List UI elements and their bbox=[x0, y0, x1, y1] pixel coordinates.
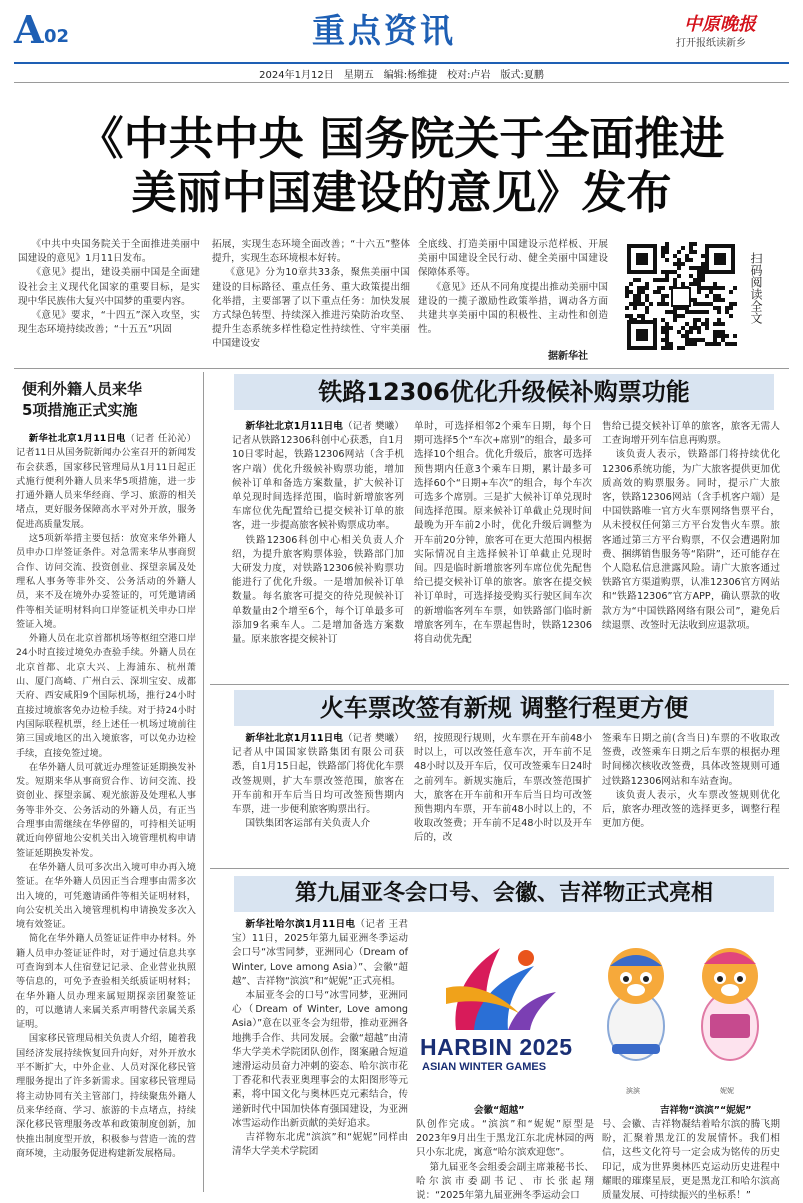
lead-col3-p2: 《意见》还从不同角度提出推动美丽中国建设的一揽子激励性政策举措，调动各方面共建共享美丽中国的积极性、主动性和创造性。 bbox=[418, 281, 608, 336]
qr-module bbox=[725, 306, 729, 310]
qr-module bbox=[713, 286, 717, 290]
qr-module bbox=[709, 286, 713, 290]
mascot-right-label: 妮妮 bbox=[720, 1087, 734, 1095]
qr-module bbox=[661, 254, 665, 258]
qr-module bbox=[661, 302, 665, 306]
qr-module bbox=[733, 342, 737, 346]
qr-module bbox=[725, 334, 729, 338]
qr-module bbox=[685, 342, 689, 346]
qr-module bbox=[701, 262, 705, 266]
page-letter: A bbox=[14, 7, 44, 52]
left-story-title-1: 便利外籍人员来华 bbox=[22, 380, 143, 398]
qr-module bbox=[625, 314, 629, 318]
qr-module bbox=[697, 282, 701, 286]
qr-module bbox=[625, 306, 629, 310]
qr-module bbox=[677, 258, 681, 262]
games-col2-p2: 第九届亚冬会组委会副主席兼秘书长、哈尔滨市委副书记、市长张起翔说：“2025年第九届亚洲冬季运动会口 bbox=[416, 1161, 594, 1202]
qr-module bbox=[693, 302, 697, 306]
emblem-logo-text-2: ASIAN WINTER GAMES bbox=[422, 1061, 547, 1073]
games-col1-p1 bbox=[232, 918, 408, 989]
qr-module bbox=[665, 330, 669, 334]
qr-module bbox=[685, 310, 689, 314]
qr-module bbox=[701, 310, 705, 314]
rail-kicker: 新华社北京1月11日电 bbox=[245, 421, 343, 432]
qr-module bbox=[713, 342, 717, 346]
qr-module bbox=[697, 274, 701, 278]
qr-module bbox=[681, 334, 685, 338]
qr-module bbox=[661, 250, 665, 254]
qr-module bbox=[665, 322, 669, 326]
qr-module bbox=[677, 266, 681, 270]
qr-module bbox=[697, 338, 701, 342]
qr-module bbox=[705, 322, 709, 326]
qr-module bbox=[685, 334, 689, 338]
qr-module bbox=[677, 314, 681, 318]
qr-module bbox=[685, 258, 689, 262]
qr-module bbox=[641, 302, 645, 306]
qr-module bbox=[693, 338, 697, 342]
qr-module bbox=[717, 342, 721, 346]
rail-col3-p2: 该负责人表示，铁路部门将持续优化12306系统功能，为广大旅客提供更加优质高效的购票服务。同时，提示广大旅客，铁路12306网站（含手机客户端）是中国铁路唯一官方火车票网络售票平台，从未授权任何第三方平台发售火车票。旅客通过第三方平台购票，不仅会遭遇附加费、捆绑销售服务等“陷阱”，还可能存在个人隐私信息泄露风险。请广大旅客通过铁路官方渠道购票，认准12306官方网站和“铁路12306”官方APP，确认票款的收款方为“中国铁路网络有限公司”，避免后续退票、改签时无法收到应退款项。 bbox=[602, 449, 780, 631]
lead-col2-p2: 《意见》分为10章共33条，聚焦美丽中国建设的目标路径、重点任务、重大政策提出细化举措，主要部署了以下重点任务：加快发展方式绿色转型、持续深入推进污染防治攻坚、提升生态系统多样性稳定性持续性、守牢美丽中国建设安 bbox=[212, 267, 410, 350]
qr-module bbox=[701, 270, 705, 274]
qr-module bbox=[705, 326, 709, 330]
qr-module bbox=[645, 306, 649, 310]
lead-col3-p1: 全底线、打造美丽中国建设示范样板、开展美丽中国建设全民行动、健全美丽中国建设保障体系等。 bbox=[418, 239, 608, 279]
qr-module bbox=[637, 294, 641, 298]
qr-module bbox=[705, 342, 709, 346]
qr-module bbox=[693, 242, 697, 246]
qr-module bbox=[645, 286, 649, 290]
qr-module bbox=[673, 318, 677, 322]
qr-module bbox=[673, 278, 677, 282]
qr-module bbox=[701, 254, 705, 258]
qr-module bbox=[697, 278, 701, 282]
qr-module bbox=[645, 310, 649, 314]
qr-module bbox=[717, 298, 721, 302]
qr-module bbox=[709, 342, 713, 346]
qr-module bbox=[641, 290, 645, 294]
qr-module bbox=[701, 338, 705, 342]
qr-module bbox=[701, 278, 705, 282]
left-column-divider bbox=[203, 372, 204, 1192]
qr-module bbox=[665, 334, 669, 338]
qr-module bbox=[689, 338, 693, 342]
qr-module bbox=[717, 322, 721, 326]
qr-module bbox=[721, 330, 725, 334]
qr-module bbox=[657, 286, 661, 290]
qr-module bbox=[717, 306, 721, 310]
qr-module bbox=[637, 314, 641, 318]
qr-module bbox=[657, 302, 661, 306]
qr-module bbox=[657, 290, 661, 294]
ticket-col3-p2: 该负责人表示，火车票改签规则优化后，旅客办理改签的选择更多，调整行程更加方便。 bbox=[602, 789, 780, 830]
qr-module bbox=[689, 342, 693, 346]
qr-module bbox=[653, 278, 657, 282]
left-story-p4: 在华外籍人员可就近办理签证延期换发补发。短期来华从事商贸合作、访问交流、投资创业、探望亲属、观光旅游及处理私人事务等非外交、公务活动的外籍人员，有正当合理事由需继续在华停留的，可持相关证明就近向停留地公安机关出入境管理机构申请签证延期换发补发。 bbox=[16, 761, 196, 859]
qr-module bbox=[729, 314, 733, 318]
ticket-col-3 bbox=[602, 732, 780, 864]
qr-module bbox=[697, 318, 701, 322]
masthead-rule bbox=[14, 62, 789, 64]
qr-module bbox=[693, 318, 697, 322]
qr-module bbox=[665, 338, 669, 342]
qr-module bbox=[665, 270, 669, 274]
lead-headline-line1: 《中共中央 国务院关于全面推进 bbox=[78, 112, 725, 165]
left-story-kicker: 新华社北京1月11日电 bbox=[28, 433, 126, 444]
qr-module bbox=[697, 270, 701, 274]
qr-module bbox=[697, 302, 701, 306]
qr-module bbox=[653, 290, 657, 294]
qr-module bbox=[701, 302, 705, 306]
qr-module bbox=[665, 346, 669, 350]
qr-module bbox=[645, 294, 649, 298]
qr-module bbox=[705, 302, 709, 306]
qr-module bbox=[637, 298, 641, 302]
rail-col-2 bbox=[414, 420, 592, 682]
left-story-p1-text: （记者 任沁沁）记者11日从国务院新闻办公室召开的新闻发布会获悉，国家移民管理局从1月11日起正式施行便利外籍人员来华5项措施，进一步打通外籍人员来华经商、学习、旅游的相关堵点，更好服务保障高水平对外开放，服务促进高质量发展。 bbox=[16, 433, 196, 530]
qr-module bbox=[677, 274, 681, 278]
qr-module bbox=[729, 290, 733, 294]
qr-module bbox=[665, 326, 669, 330]
qr-module bbox=[657, 278, 661, 282]
qr-module bbox=[673, 282, 677, 286]
games-col1-p1-text: （记者 王君宝）11日，2025年第九届亚洲冬季运动会口号“冰雪同梦，亚洲同心（Dream of Winter, Love among Asia）”、会徽“超越”、吉祥物“滨滨”和“妮妮”正式亮相。 bbox=[232, 919, 408, 987]
qr-module bbox=[709, 290, 713, 294]
qr-module bbox=[641, 286, 645, 290]
qr-module bbox=[677, 346, 681, 350]
qr-module bbox=[721, 334, 725, 338]
qr-module bbox=[693, 326, 697, 330]
ticket-col-2 bbox=[414, 732, 592, 864]
qr-module bbox=[625, 294, 629, 298]
qr-module bbox=[661, 298, 665, 302]
qr-module bbox=[625, 290, 629, 294]
qr-module bbox=[693, 282, 697, 286]
qr-module bbox=[673, 314, 677, 318]
qr-module bbox=[697, 310, 701, 314]
dateline-rule bbox=[14, 82, 789, 83]
qr-module bbox=[665, 258, 669, 262]
rail-bottom-rule bbox=[210, 684, 789, 685]
qr-module bbox=[697, 326, 701, 330]
rail-col1-p2: 铁路12306科创中心相关负责人介绍，为提升旅客购票体验，铁路部门加大研发力度，对铁路12306候补购票功能进行了优化升级。一是增加候补订单数量。每名旅客可提交的待兑现候补订单数量由2个增至6个，每个订单最多可添加9名乘车人。二是增加备选方案数量。原来旅客提交候补订 bbox=[232, 534, 404, 646]
qr-module bbox=[693, 266, 697, 270]
qr-module bbox=[705, 318, 709, 322]
qr-module bbox=[717, 334, 721, 338]
qr-module bbox=[637, 290, 641, 294]
left-story-title-2: 5项措施正式实施 bbox=[22, 401, 138, 419]
qr-module bbox=[681, 326, 685, 330]
qr-module bbox=[721, 286, 725, 290]
qr-module bbox=[705, 294, 709, 298]
games-story-title: 第九届亚冬会口号、会徽、吉祥物正式亮相 bbox=[294, 881, 713, 906]
qr-module bbox=[689, 250, 693, 254]
rail-col1-p1 bbox=[232, 420, 404, 534]
qr-module bbox=[717, 318, 721, 322]
qr-module bbox=[733, 286, 737, 290]
lead-col1-p2: 《意见》提出，建设美丽中国是全面建设社会主义现代化国家的重要目标，是实现中华民族伟大复兴中国梦的重要内容。 bbox=[18, 267, 200, 307]
ticket-col-1 bbox=[232, 732, 404, 864]
qr-module bbox=[733, 334, 737, 338]
qr-module bbox=[677, 250, 681, 254]
lead-col-2 bbox=[212, 238, 410, 358]
qr-module bbox=[689, 330, 693, 334]
qr-module bbox=[713, 322, 717, 326]
qr-module bbox=[661, 294, 665, 298]
qr-module bbox=[673, 262, 677, 266]
games-col3-p1: 号、会徽、吉祥物凝结着哈尔滨的腾飞期盼，汇聚着黑龙江的发展情怀。我们相信，这些文化符号一定会成为铭传的历史印记，成为世界奥林匹克运动历史进程中耀眼的璀璨星辰，更是黑龙江和哈尔滨高质量发展、可持续振兴的坐标系！” bbox=[602, 1119, 780, 1202]
mascot-binbin bbox=[608, 948, 664, 1060]
qr-module bbox=[645, 298, 649, 302]
ticket-kicker: 新华社北京1月11日电 bbox=[245, 733, 343, 744]
qr-module bbox=[665, 278, 669, 282]
qr-module bbox=[717, 330, 721, 334]
qr-module bbox=[713, 298, 717, 302]
qr-module bbox=[701, 266, 705, 270]
qr-module bbox=[637, 302, 641, 306]
qr-module bbox=[717, 310, 721, 314]
qr-module bbox=[645, 282, 649, 286]
qr-module bbox=[725, 310, 729, 314]
qr-module bbox=[693, 310, 697, 314]
qr-module bbox=[689, 282, 693, 286]
ticket-bottom-rule bbox=[210, 868, 789, 869]
qr-module bbox=[637, 286, 641, 290]
qr-module bbox=[729, 302, 733, 306]
paper-slogan: 打开报纸读新乡 bbox=[676, 38, 746, 49]
mascot-illustration bbox=[590, 918, 776, 1088]
qr-module bbox=[633, 294, 637, 298]
caption-mascot: 吉祥物“滨滨”“妮妮” bbox=[660, 1105, 752, 1116]
qr-module bbox=[729, 342, 733, 346]
qr-module bbox=[677, 262, 681, 266]
qr-module bbox=[669, 310, 673, 314]
qr-module bbox=[629, 302, 633, 306]
qr-module bbox=[661, 270, 665, 274]
ticket-story-title: 火车票改签有新规 调整行程更方便 bbox=[319, 694, 689, 722]
section-name: 重点资讯 bbox=[312, 11, 456, 50]
qr-module bbox=[629, 290, 633, 294]
qr-module bbox=[641, 314, 645, 318]
qr-module bbox=[633, 302, 637, 306]
left-story-p6: 简化在华外籍人员签证证件申办材料。外籍人员申办签证证件时，对于通过信息共享可查询到本人住宿登记记录、企业营业执照等信息的，可免予查验相关纸质证明材料；在华外籍人员办理来属短期探亲团聚签证的，可以邀请人来属关系声明替代亲属关系证明。 bbox=[16, 933, 196, 1031]
qr-module bbox=[689, 310, 693, 314]
rail-col3-p1: 售给已提交候补订单的旅客，旅客无需人工查询增开列车信息再购票。 bbox=[602, 421, 780, 447]
rail-col-3 bbox=[602, 420, 780, 682]
qr-module bbox=[697, 290, 701, 294]
qr-code[interactable] bbox=[625, 242, 737, 352]
lead-col2-p1: 拓展，实现生态环境全面改善；“十六五”整体提升，实现生态环境根本好转。 bbox=[212, 239, 410, 265]
emblem-logo-text-1: HARBIN 2025 bbox=[420, 1034, 573, 1060]
ticket-col1-p1-text: （记者 樊曦）记者从中国国家铁路集团有限公司获悉，自1月15日起，铁路部门将优化车票改签规则，扩大车票改签范围，旅客在开车前和开车后当日均可改签预售期内车票，进一步便利旅客购票出行。 bbox=[232, 733, 404, 816]
qr-module bbox=[665, 294, 669, 298]
qr-module bbox=[721, 322, 725, 326]
qr-module bbox=[713, 330, 717, 334]
games-col-2 bbox=[416, 1118, 594, 1202]
games-col-1 bbox=[232, 918, 408, 1194]
qr-module bbox=[725, 342, 729, 346]
lead-col-3 bbox=[418, 238, 608, 338]
ticket-col1-p1 bbox=[232, 732, 404, 817]
lead-col1-p3: 《意见》要求，“十四五”深入攻坚，实现生态环境持续改善；“十五五”巩固 bbox=[18, 310, 200, 336]
qr-module bbox=[669, 326, 673, 330]
lead-col1-p1: 《中共中央国务院关于全面推进美丽中国建设的意见》1月11日发布。 bbox=[18, 239, 200, 265]
rail-story-title: 铁路12306优化升级候补购票功能 bbox=[318, 378, 690, 406]
qr-module bbox=[713, 334, 717, 338]
rail-col2-p1: 单时，可选择相邻2个乘车日期，每个日期可选择5个“车次+席别”的组合，最多可选择10个组合。优化升级后，旅客可选择预售期内任意3个乘车日期，累计最多可选择60个“日期+车次”的组合，每个车次可选多个席别。三是扩大候补订单兑现时间选择范围。原来候补订单截止兑现时间最晚为开车前2小时，优化升级后调整为开车前20分钟，旅客可在更大范围内根据实际情况自主选择候补订单截止兑现时间。四是临时新增旅客列车席位优先配售给已提交候补订单的旅客。旅客在提交候补订单时，可选择接受购买行驶区间车次的新增临客列车车票，如铁路部门临时新增旅客列车，在车票起售时，铁路12306将自动优先配 bbox=[414, 421, 592, 646]
qr-module bbox=[701, 274, 705, 278]
qr-module bbox=[665, 342, 669, 346]
qr-module bbox=[637, 278, 641, 282]
mascot-left-label: 滨滨 bbox=[626, 1087, 640, 1095]
qr-module bbox=[665, 246, 669, 250]
qr-module bbox=[661, 246, 665, 250]
qr-module bbox=[693, 298, 697, 302]
qr-module bbox=[685, 254, 689, 258]
lead-col-1 bbox=[18, 238, 200, 358]
ticket-col1-p2: 国铁集团客运部有关负责人介 bbox=[245, 818, 371, 830]
qr-module bbox=[633, 306, 637, 310]
qr-module bbox=[689, 258, 693, 262]
lead-bottom-rule bbox=[14, 368, 789, 369]
mascot-nini bbox=[702, 948, 758, 1060]
qr-module bbox=[713, 338, 717, 342]
qr-module bbox=[673, 310, 677, 314]
qr-module bbox=[649, 302, 653, 306]
qr-module bbox=[661, 330, 665, 334]
qr-module bbox=[717, 286, 721, 290]
qr-module bbox=[717, 294, 721, 298]
qr-module bbox=[689, 242, 693, 246]
qr-module bbox=[701, 286, 705, 290]
qr-module bbox=[713, 294, 717, 298]
qr-module bbox=[633, 298, 637, 302]
qr-module bbox=[633, 278, 637, 282]
qr-module bbox=[697, 330, 701, 334]
qr-module bbox=[625, 286, 629, 290]
qr-module bbox=[705, 310, 709, 314]
qr-module bbox=[693, 342, 697, 346]
qr-module bbox=[689, 246, 693, 250]
qr-module bbox=[681, 314, 685, 318]
qr-module bbox=[713, 282, 717, 286]
qr-module bbox=[681, 246, 685, 250]
qr-module bbox=[685, 322, 689, 326]
caption-emblem: 会徽“超越” bbox=[474, 1105, 525, 1116]
qr-module bbox=[661, 346, 665, 350]
qr-module bbox=[689, 326, 693, 330]
qr-module bbox=[697, 286, 701, 290]
qr-module bbox=[713, 306, 717, 310]
ticket-col3-p1: 签乘车日期之前(含当日)车票的不收取改签费，改签乘车日期之后车票的根据办理时间梯次核收改签费，具体改签规则可通过铁路12306网站和车站查询。 bbox=[602, 733, 780, 787]
games-col-3 bbox=[602, 1118, 780, 1202]
rail-col-1 bbox=[232, 420, 404, 682]
qr-module bbox=[697, 266, 701, 270]
left-story-p1 bbox=[16, 432, 196, 532]
qr-module bbox=[681, 282, 685, 286]
qr-module bbox=[673, 270, 677, 274]
games-kicker: 新华社哈尔滨1月11日电 bbox=[245, 919, 356, 930]
qr-module bbox=[689, 274, 693, 278]
left-story-p3: 外籍人员在北京首都机场等枢纽空港口岸24小时直接过境免办查验手续。外籍人员在北京首都、北京大兴、上海浦东、杭州萧山、厦门高崎、广州白云、深圳宝安、成都天府、西安咸阳9个国际机场，推行24小时直接过境旅客免办边检手续。对于持24小时内国际联程机票，经上述任一机场过境前往第三国或地区的出入境旅客，可以免办边检手续，直接免签过境。 bbox=[16, 633, 196, 759]
games-col1-p3: 吉祥物东北虎“滨滨”和“妮妮”同样由清华大学美术学院团 bbox=[232, 1132, 408, 1158]
lead-source: 据新华社 bbox=[548, 351, 588, 362]
qr-module bbox=[681, 346, 685, 350]
qr-module bbox=[661, 278, 665, 282]
qr-module bbox=[673, 254, 677, 258]
qr-module bbox=[685, 330, 689, 334]
lead-headline-line2: 美丽中国建设的意见》发布 bbox=[131, 166, 672, 219]
qr-module bbox=[661, 326, 665, 330]
qr-module bbox=[665, 310, 669, 314]
paper-name-logo: 中原晚报 bbox=[684, 14, 756, 35]
qr-module bbox=[701, 322, 705, 326]
qr-module bbox=[669, 342, 673, 346]
qr-module bbox=[721, 298, 725, 302]
qr-module bbox=[693, 250, 697, 254]
games-col1-p2: 本届亚冬会的口号“冰雪同梦，亚洲同心（Dream of Winter, Love among Asia）”意在以亚冬会为纽带，推动亚洲各地携手合作、共同发展。会徽“超越”由清华大学美术学院团队创作，图案融合短道速滑运动员奋力冲刺的姿态、哈尔滨市花丁香花和代表亚奥理事会的太阳图形等元素，将中国文化与奥林匹克元素结合，传递新时代中国加快体育强国建设，为亚洲冰雪运动作出新贡献的美好追求。 bbox=[232, 990, 408, 1129]
qr-caption: 扫码阅读全文 bbox=[749, 252, 763, 324]
ticket-col2-p1: 绍，按照现行规则，火车票在开车前48小时以上，可以改签任意车次，开车前不足48小时以及开车后，仅可改签乘车日24时之前列车。新规实施后，车票改签范围扩大，旅客在开车前和开车后当日均可改签预售期内车票，开车前48小时以上的，不收取改签费；开车前不足48小时以及开车后的，改 bbox=[414, 733, 592, 844]
qr-module bbox=[665, 274, 669, 278]
qr-module bbox=[629, 314, 633, 318]
qr-module bbox=[685, 338, 689, 342]
qr-module bbox=[665, 242, 669, 246]
qr-module bbox=[689, 266, 693, 270]
qr-module bbox=[669, 346, 673, 350]
page-number: 02 bbox=[44, 26, 70, 47]
left-story-p5: 在华外籍人员可多次出入境可申办再入境签证。在华外籍人员因正当合理事由需多次出入境的，可凭邀请函件等相关证明材料，向公安机关出入境管理机构申请换发多次入境有效签证。 bbox=[16, 861, 196, 931]
qr-module bbox=[665, 302, 669, 306]
qr-module bbox=[665, 250, 669, 254]
qr-module bbox=[709, 302, 713, 306]
dateline: 2024年1月12日 星期五 编辑:杨维捷 校对:卢岩 版式:夏鹏 bbox=[259, 70, 544, 81]
games-col2-p1: 队创作完成。“滨滨”和“妮妮”原型是2023年9月出生于黑龙江东北虎林园的两只小东北虎，寓意“哈尔滨欢迎您”。 bbox=[416, 1119, 594, 1159]
left-story-body bbox=[16, 432, 196, 1192]
qr-module bbox=[661, 338, 665, 342]
qr-module bbox=[729, 306, 733, 310]
left-story-p7: 国家移民管理局相关负责人介绍，随着我国经济发展持续恢复回升向好，对外开放水平不断扩大，中外企业、人员对深化移民管理服务提出了许多新需求。国家移民管理局将主动协同有关主管部门，持续聚焦外籍人员来华经商、学习、旅游的卡点堵点，持续深化移民管理服务改革和政策制度创新，加快推出制度型开放，积极参与营造一流的营商环境，主动服务促进构建新发展格局。 bbox=[16, 1033, 196, 1159]
qr-module bbox=[693, 278, 697, 282]
left-story-p2: 这5项新举措主要包括：放宽来华外籍人员申办口岸签证条件。对急需来华从事商贸合作、访问交流、投资创业、探望亲属及处理私人事务等非外交、公务活动的外籍人员，来不及在境外办妥签证的，可凭邀请函件等相关证明材料向口岸签证机关申办口岸签证入境。 bbox=[16, 533, 196, 630]
qr-module bbox=[669, 270, 673, 274]
qr-module bbox=[629, 282, 633, 286]
qr-module bbox=[721, 338, 725, 342]
qr-module bbox=[677, 330, 681, 334]
rail-col1-p1-text: （记者 樊曦）记者从铁路12306科创中心获悉，自1月10日零时起，铁路12306网站（含手机客户端）优化升级候补购票功能，增加候补订单和备选方案数量，扩大候补订单兑现时间选择范围，临时新增旅客列车席位优先配置给已提交候补订单的旅客，进一步提高旅客候补购票成功率。 bbox=[232, 421, 404, 532]
qr-module bbox=[733, 302, 737, 306]
qr-module bbox=[661, 318, 665, 322]
qr-module bbox=[705, 286, 709, 290]
qr-module bbox=[681, 262, 685, 266]
qr-module bbox=[661, 286, 665, 290]
qr-module bbox=[693, 322, 697, 326]
